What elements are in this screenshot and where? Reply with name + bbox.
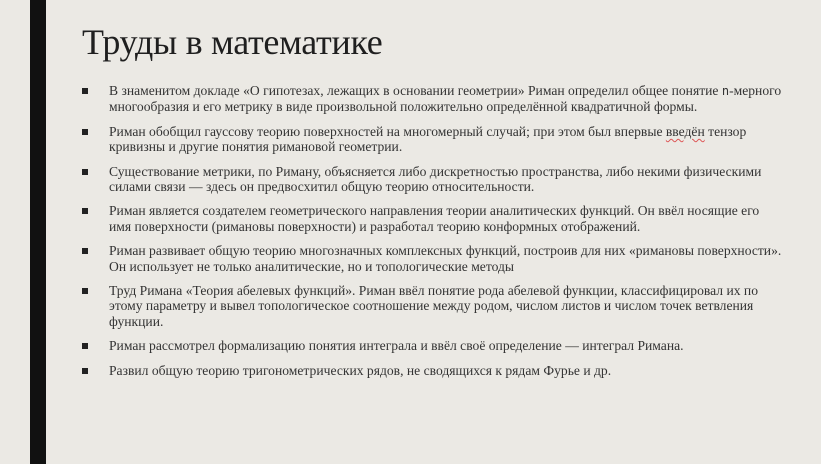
bullet-item: [82, 164, 782, 195]
bullet-item: [82, 363, 782, 378]
bullet-item: [82, 338, 782, 353]
square-bullet-icon: [82, 88, 88, 94]
square-bullet-icon: [82, 169, 88, 175]
bullet-item: [82, 124, 782, 155]
square-bullet-icon: [82, 129, 88, 135]
spellcheck-word: введён: [665, 123, 705, 139]
bullet-text: В знаменитом докладе «О гипотезах, лежащих в основании геометрии» Риман определил общее понятие n-мерного многообразия и его метрику в виде произвольной положительно определённой квадратичной формы.: [109, 83, 782, 115]
square-bullet-icon: [82, 288, 88, 294]
bullet-text: Труд Римана «Теория абелевых функций». Риман ввёл понятие рода абелевой функции, классифицировал их по этому параметру и вывел топологическое соотношение между родом, числом листов и числом точек ветвления функции.: [109, 283, 759, 329]
slide-title: Труды в математике: [82, 22, 383, 62]
bullet-text: Риман рассмотрел формализацию понятия интеграла и ввёл своё определение — интеграл Римана.: [109, 338, 684, 354]
bullet-text: Развил общую теорию тригонометрических рядов, не сводящихся к рядам Фурье и др.: [109, 362, 612, 378]
square-bullet-icon: [82, 368, 88, 374]
bullet-item: [82, 283, 782, 329]
bullet-item: [82, 203, 782, 234]
bullet-item: [82, 83, 782, 115]
bullet-text: Риман развивает общую теорию многозначных комплексных функций, построив для них «римановы поверхности». Он использует не только аналитические, но и топологические методы: [109, 243, 782, 274]
left-accent-bar: [30, 0, 46, 464]
square-bullet-icon: [82, 343, 88, 349]
square-bullet-icon: [82, 248, 88, 254]
n-symbol: n: [721, 84, 730, 98]
bullet-text: Риман обобщил гауссову теорию поверхностей на многомерный случай; при этом был впервые введён тензор кривизны и другие понятия римановой геометрии.: [109, 123, 747, 155]
bullet-item: [82, 243, 782, 274]
bullet-text: Риман является создателем геометрического направления теории аналитических функций. Он ввёл носящие его имя поверхности (римановы поверхности) и разработал теорию конформных отображений.: [109, 203, 760, 234]
square-bullet-icon: [82, 208, 88, 214]
bullet-list: [82, 83, 782, 387]
bullet-text: Существование метрики, по Риману, объясняется либо дискретностью пространства, либо некими физическими силами связи — здесь он предвосхитил общую теорию относительности.: [109, 163, 762, 195]
